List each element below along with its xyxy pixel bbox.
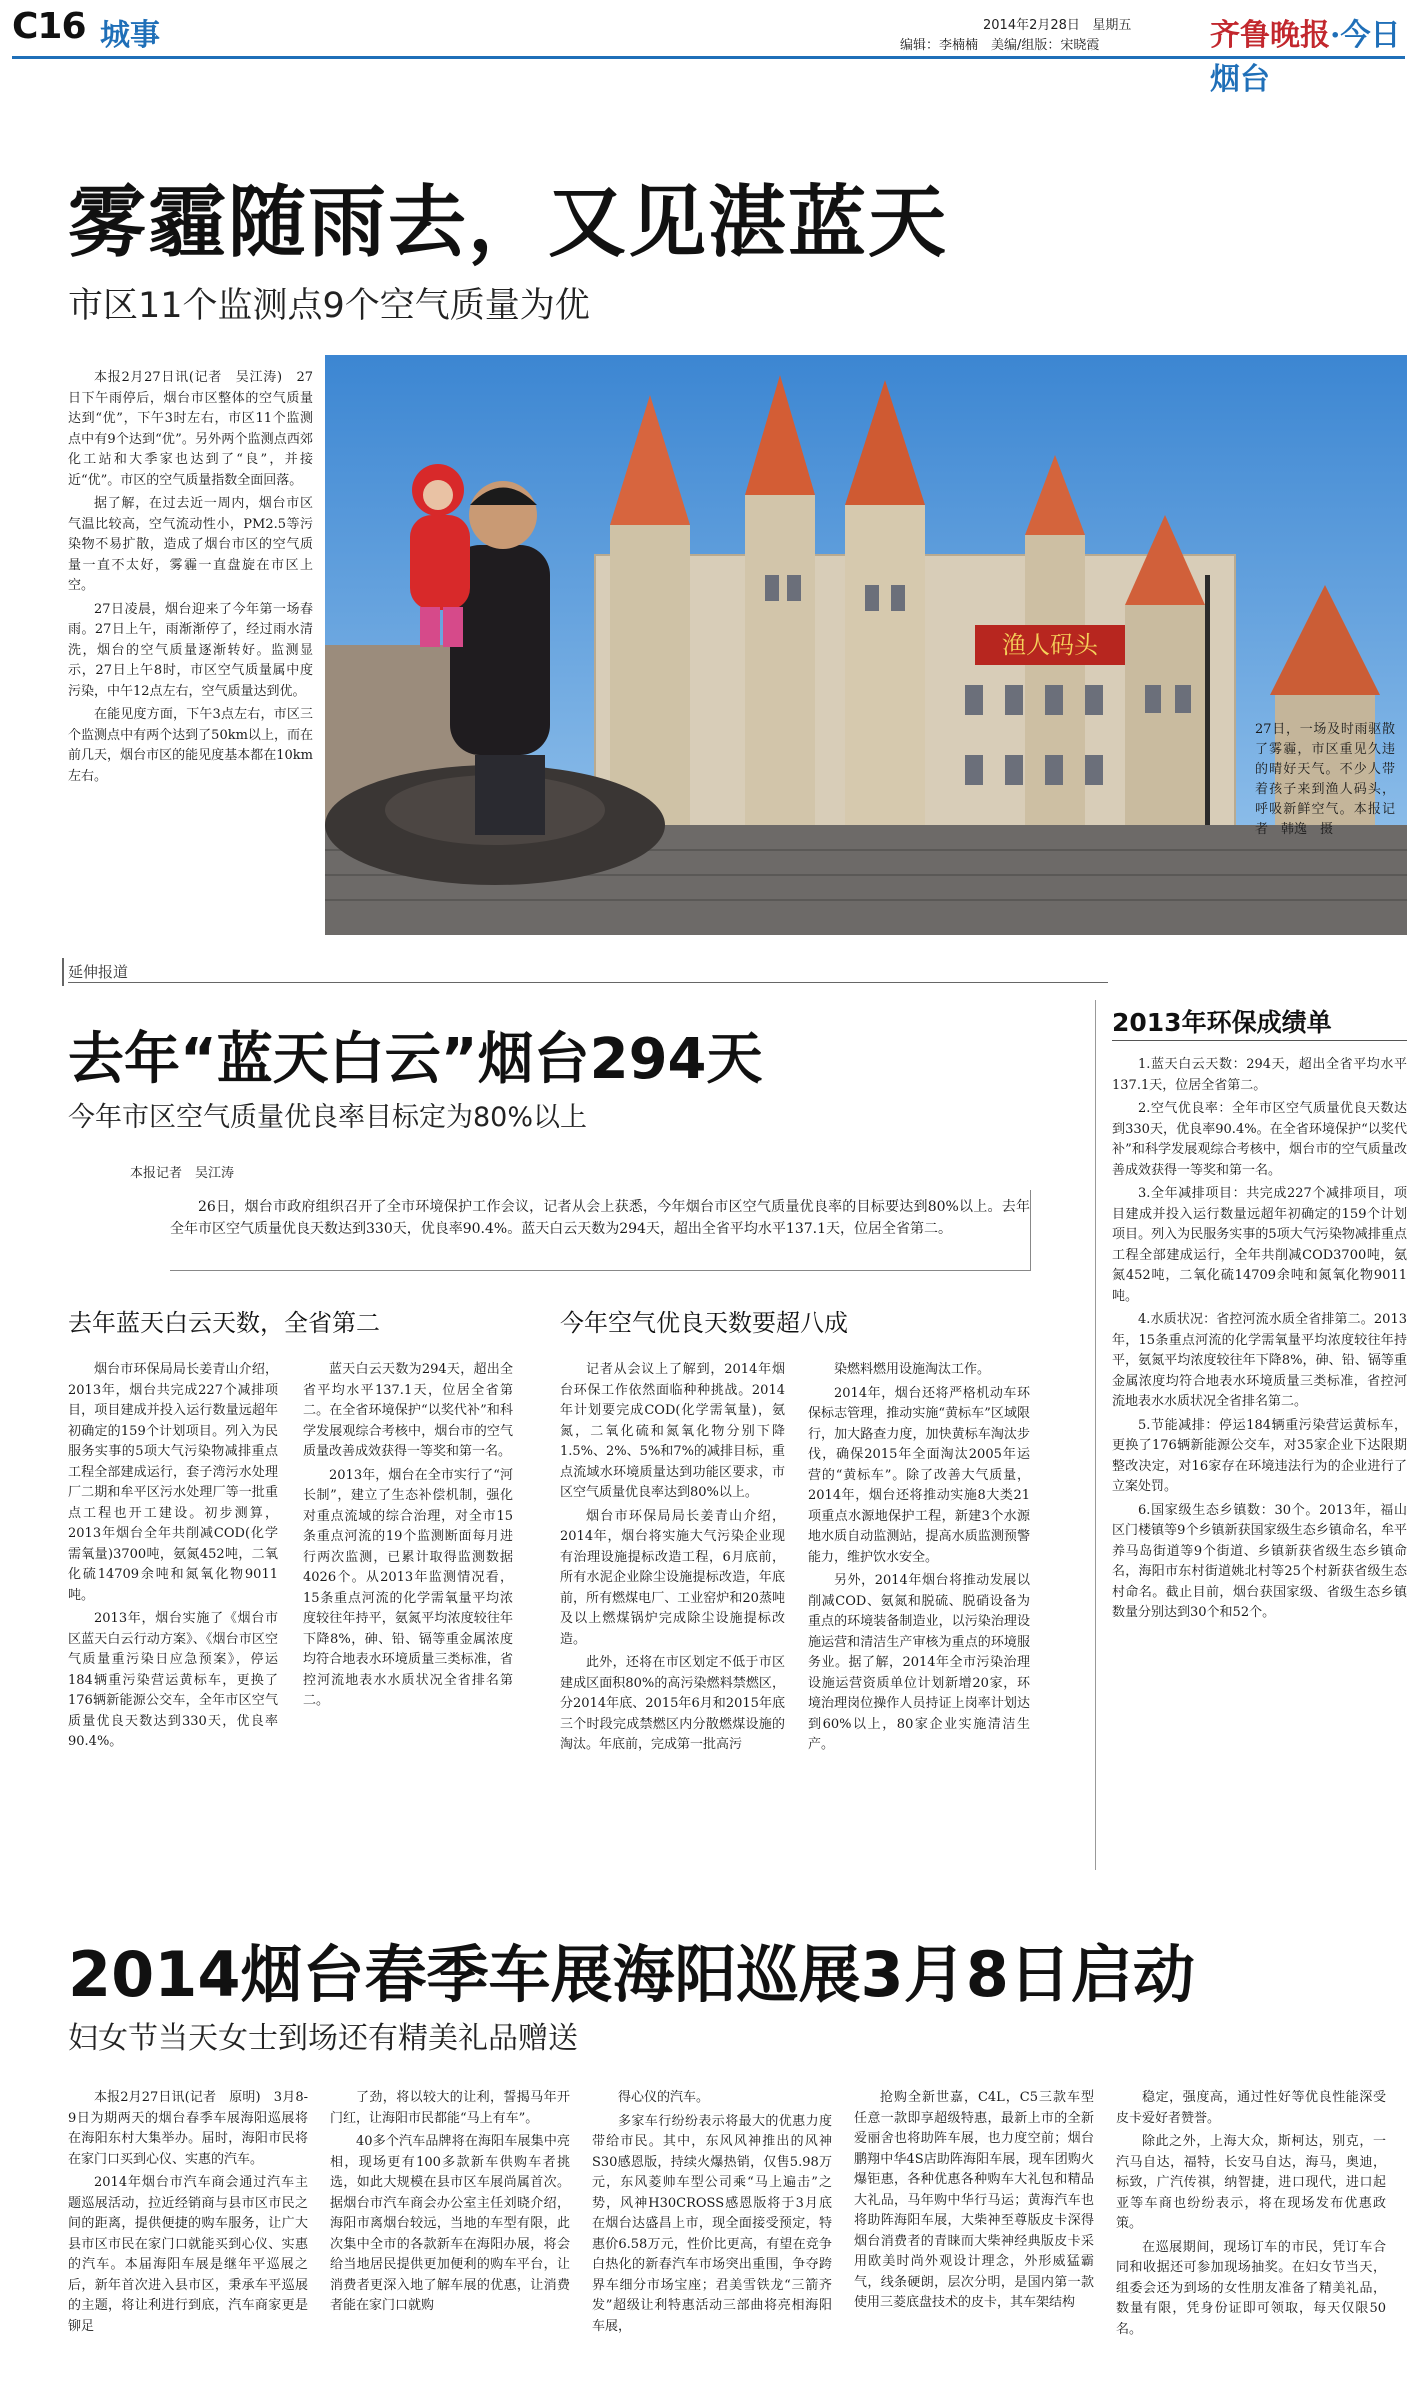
story3-paragraph: 2014年烟台市汽车商会通过汽车主题巡展活动，拉近经销商与县市区市民之间的距离，提供便捷的购车服务，让广大县市区市民在家门口就能买到心仪、实惠的汽车。本届海阳车展是继年平巡展之后，新年首次进入县市区，秉承车平巡展的主题，将让利进行到底，汽车商家更是铆足: [68, 2175, 308, 2334]
story2-lead: [170, 1196, 1030, 1240]
story3-paragraph: 在巡展期间，现场订车的市民，凭订车合同和收据还可参加现场抽奖。在妇女节当天，组委会还为到场的女性朋友准备了精美礼品，数量有限，凭身份证即可领取，每天仅限50名。: [1116, 2239, 1386, 2337]
story3-paragraph: 稳定，强度高，通过性好等优良性能深受皮卡爱好者赞誉。: [1116, 2090, 1386, 2126]
story3-paragraph: 除此之外，上海大众，斯柯达，别克，一汽马自达，福特，长安马自达，海马，奥迪，标致，广汽传祺，纳智捷，进口现代，进口起亚等车商也纷纷表示，将在现场发布优惠政策。: [1116, 2134, 1386, 2231]
sidebar-rule: [1112, 1040, 1407, 1041]
story3-column: [68, 2088, 308, 2340]
photo-illustration: [325, 355, 1407, 935]
issue-date: [983, 14, 1131, 33]
story3-paragraph: 本报2月27日讯(记者 原明) 3月8-9日为期两天的烟台春季车展海阳巡展将在海阳东村大集举办。届时，海阳市民将在家门口买到心仪、实惠的汽车。: [68, 2090, 308, 2167]
story1-paragraph: 在能见度方面，下午3点左右，市区三个监测点中有两个达到了50km以上，而在前几天，烟台市区的能见度基本都在10km左右。: [68, 707, 313, 784]
sidebar-title: 2013年环保成绩单: [1112, 1008, 1332, 1037]
story2-paragraph: 记者从会议上了解到，2014年烟台环保工作依然面临种种挑战。2014年计划要完成COD(化学需氧量)，氨氮，二氧化硫和氮氧化物分别下降1.5%、2%、5%和7%的减排目标，重点流域水环境质量达到功能区要求，市区空气质量优良率达到80%以上。: [560, 1362, 785, 1500]
story3-paragraph: 多家车行纷纷表示将最大的优惠力度带给市民。其中，东风风神推出的风神S30感恩版，持续火爆热销，仅售5.98万元，东风菱帅车型公司乘“马上遍击”之势，风神H30CROSS感恩版将于3月底在烟台达盛昌上市，现全面接受预定，特惠价6.58万元，性价比更高，有望在竞争白热化的新春汽车市场突出重围，争夺跨界车细分市场宝座；君美雪铁龙“三箭齐发”超级让利特惠活动三部曲将亮相海阳车展，: [592, 2113, 832, 2334]
story2-column: [68, 1360, 278, 1756]
sidebar-item: 4.水质状况：省控河流水质全省排第二。2013年，15条重点河流的化学需氧量平均浓度较往年持平，氨氮平均浓度较往年下降8%，砷、铅、镉等重金属浓度均符合地表水环境质量三类标准，省控河流地表水水质状况全省排名第二。: [1112, 1312, 1407, 1409]
story2-paragraph: 烟台市环保局局长姜青山介绍，2014年，烟台将实施大气污染企业现有治理设施提标改造工程，6月底前，所有水泥企业除尘设施提标改造，年底前，所有燃煤电厂、工业窑炉和20蒸吨及以上燃煤锅炉完成除尘设施提标改造。: [560, 1508, 785, 1647]
section-name: 城事: [100, 18, 160, 53]
story3-column: [1116, 2088, 1386, 2343]
brand-suffix: ·今日烟台: [1210, 18, 1401, 97]
sidebar-item: 6.国家级生态乡镇数：30个。2013年，福山区门楼镇等9个乡镇新获国家级生态乡镇命名，牟平养马岛街道等9个街道、乡镇新获省级生态乡镇命名，海阳市东村街道姚北村等25个村新获省级生态村命名。截止目前，烟台获国家级、省级生态乡镇数量分别达到30个和52个。: [1112, 1502, 1407, 1620]
story2-paragraph: 另外，2014年烟台将推动发展以削减COD、氨氮和脱硫、脱硝设备为重点的环境装备制造业，以污染治理设施运营和清洁生产审核为重点的环境服务业。据了解，2014年全市污染治理设施运营资质单位计划新增20家，环境治理岗位操作人员持证上岗率计划达到60%以上，80家企业实施清洁生产。: [808, 1573, 1030, 1752]
weekday-text: 星期五: [1092, 18, 1132, 33]
main-headline: 雾霾随雨去，又见湛蓝天: [68, 178, 949, 268]
story1-paragraph: 27日凌晨，烟台迎来了今年第一场春雨。27日上午，雨渐渐停了，经过雨水清洗，烟台的空气质量逐渐转好。监测显示，27日上午8时，市区空气质量属中度污染，中午12点左右，空气质量达到优。: [68, 601, 313, 699]
story2-subheadline: 今年市区空气质量优良率目标定为80%以上: [68, 1102, 588, 1133]
lead-paragraph: 26日，烟台市政府组织召开了全市环境保护工作会议，记者从会上获悉，今年烟台市区空气质量优良率的目标要达到80%以上。去年全年市区空气质量优良天数达到330天，优良率90.4%。蓝天白云天数为294天，超出全省平均水平137.1天，位居全省第二。: [170, 1199, 1030, 1237]
news-photo: [325, 355, 1407, 935]
main-subheadline: 市区11个监测点9个空气质量为优: [68, 286, 590, 326]
story1-paragraph: 据了解，在过去近一周内，烟台市区气温比较高，空气流动性小，PM2.5等污染物不易扩散，造成了烟台市区的空气质量一直不太好，雾霾一直盘旋在市区上空。: [68, 496, 313, 593]
sidebar-item: 2.空气优良率：全年市区空气质量优良天数达到330天，优良率90.4%。在全省环境保护“以奖代补”和科学发展观综合考核中，烟台市的空气质量改善成效获得一等奖和第一名。: [1112, 1101, 1407, 1178]
photo-sign: 渔人码头: [1002, 631, 1098, 659]
story2-paragraph: 烟台市环保局局长姜青山介绍，2013年，烟台共完成227个减排项目，项目建成并投入运行数量远超年初确定的159个计划项目。列入为民服务实事的5项大气污染物减排重点工程全部建成运行，套子湾污水处理厂二期和牟平区污水处理厂等一批重点工程也开工建设。初步测算，2013年烟台全年共削减COD(化学需氧量)3700吨，氨氮452吨，二氧化硫14709余吨和氮氧化物9011吨。: [68, 1362, 278, 1603]
story3-headline: 2014烟台春季车展海阳巡展3月8日启动: [68, 1938, 1195, 2011]
story2-paragraph: 此外，还将在市区划定不低于市区建成区面积80%的高污染燃料禁燃区，分2014年底、2015年6月和2015年底三个时段完成禁燃区内分散燃煤设施的淘汰。年底前，完成第一批高污: [560, 1655, 785, 1752]
newspaper-brand: [1210, 10, 1417, 98]
sidebar-item: 1.蓝天白云天数：294天，超出全省平均水平137.1天，位居全省第二。: [1112, 1057, 1407, 1093]
sidebar-item: 3.全年减排项目：共完成227个减排项目，项目建成并投入运行数量远超年初确定的159个计划项目。列入为民服务实事的5项大气污染物减排重点工程全部建成运行，全年共削减COD3700吨，氨氮452吨，二氧化硫14709余吨和氮氧化物9011吨。: [1112, 1186, 1407, 1304]
sidebar-list: [1112, 1055, 1407, 1627]
story1-paragraph: 本报2月27日讯(记者 吴江涛) 27日下午雨停后，烟台市区整体的空气质量达到“优”，下午3时左右，市区11个监测点中有9个达到“优”。另外两个监测点西郊化工站和大季家也达到了“良”，并接近“优”。市区的空气质量指数全面回落。: [68, 370, 313, 488]
story2-paragraph: 2013年，烟台实施了《烟台市区蓝天白云行动方案》、《烟台市区空气质量重污染日应急预案》，停运184辆重污染营运黄标车，更换了176辆新能源公交车，全年市区空气质量优良天数达到330天，优良率90.4%。: [68, 1611, 278, 1749]
story2-paragraph: 2013年，烟台在全市实行了“河长制”，建立了生态补偿机制，强化对重点流域的综合治理，对全市15条重点河流的19个监测断面每月进行两次监测，已累计取得监测数据4026个。从2013年监测情况看，15条重点河流的化学需氧量平均浓度较往年持平，氨氮平均浓度较往年下降8%，砷、铅、镉等重金属浓度均符合地表水环境质量三类标准，省控河流地表水水质状况全省排名第二。: [303, 1467, 513, 1708]
story3-paragraph: 了劲，将以较大的让利，誓揭马年开门红，让海阳市民都能“马上有车”。: [330, 2090, 570, 2126]
date-text: 2014年2月28日: [983, 18, 1080, 33]
story3-column: [592, 2088, 832, 2340]
brand-name: 齐鲁晚报: [1210, 18, 1330, 53]
sidebar-item: 5.节能减排：停运184辆重污染营运黄标车，更换了176辆新能源公交车，对35家企业下达限期整改决定，对16家存在环境违法行为的企业进行了立案处罚。: [1112, 1417, 1407, 1494]
story2-byline: 本报记者 吴江涛: [130, 1166, 235, 1181]
story3-paragraph: 40多个汽车品牌将在海阳车展集中亮相，现场更有100多款新车供购车者挑选，如此大规模在县市区车展尚属首次。据烟台市汽车商会办公室主任刘晓介绍，海阳市离烟台较远，当地的车型有限，此次集中全市的各款新车在海阳办展，将会给当地居民提供更加便利的购车平台，让消费者更深入地了解车展的优惠，让消费者能在家门口就购: [330, 2134, 570, 2313]
extended-report-tag: 延伸报道: [68, 963, 129, 981]
story2-column: [303, 1360, 513, 1715]
column-divider: [1095, 1000, 1096, 1870]
story2-headline: 去年“蓝天白云”烟台294天: [68, 1027, 763, 1092]
story2-paragraph: 染燃料燃用设施淘汰工作。: [834, 1362, 991, 1377]
header-rule: [12, 56, 1405, 59]
story2-paragraph: 2014年，烟台还将严格机动车环保标志管理，推动实施“黄标车”区域限行，加大路查力度，加快黄标车淘汰步伐，确保2015年全面淘汰2005年运营的“黄标车”。除了改善大气质量，2014年，烟台还将推动实施8大类21项重点水源地保护工程，新建3个水源地水质自动监测站，提高水质监测预警能力，维护饮水安全。: [808, 1385, 1030, 1565]
story2-section1-title: 去年蓝天白云天数，全省第二: [68, 1309, 380, 1337]
photo-caption: 27日，一场及时雨驱散了雾霾，市区重见久违的晴好天气。不少人带着孩子来到渔人码头，呼吸新鲜空气。本报记者 韩逸 摄: [1255, 722, 1395, 837]
story2-section2-title: 今年空气优良天数要超八成: [560, 1309, 848, 1337]
editor-credits: 编辑：李楠楠 美编/组版：宋晓霞: [900, 38, 1100, 53]
story3-column: [854, 2088, 1094, 2317]
story3-column: [330, 2088, 570, 2320]
tag-rule: [68, 982, 1108, 983]
story2-column: [560, 1360, 785, 1759]
story3-paragraph: 得心仪的汽车。: [618, 2090, 710, 2105]
story2-paragraph: 蓝天白云天数为294天，超出全省平均水平137.1天，位居全省第二。在全省环境保护“以奖代补”和科学发展观综合考核中，烟台市的空气质量改善成效获得一等奖和第一名。: [303, 1362, 513, 1459]
story3-paragraph: 抢购全新世嘉，C4L，C5三款车型任意一款即享超级特惠，最新上市的全新爱丽舍也将助阵车展，也力度空前；烟台鹏翔中华4S店助阵海阳车展，现车团购火爆钜惠，各种优惠各种购车大礼包和精品大礼品，马年购中华行马运；黄海汽车也将助阵海阳车展，大柴神至尊版皮卡深得烟台消费者的青睐而大柴神经典版皮卡采用欧美时尚外观设计理念，外形威猛霸气，线条硬朗，层次分明，是国内第一款使用三菱底盘技术的皮卡，其车架结构: [854, 2090, 1094, 2310]
story1-body: [68, 368, 313, 790]
page-number: C16: [12, 6, 86, 47]
story2-column: [808, 1360, 1030, 1759]
story3-subheadline: 妇女节当天女士到场还有精美礼品赠送: [68, 2021, 578, 2056]
